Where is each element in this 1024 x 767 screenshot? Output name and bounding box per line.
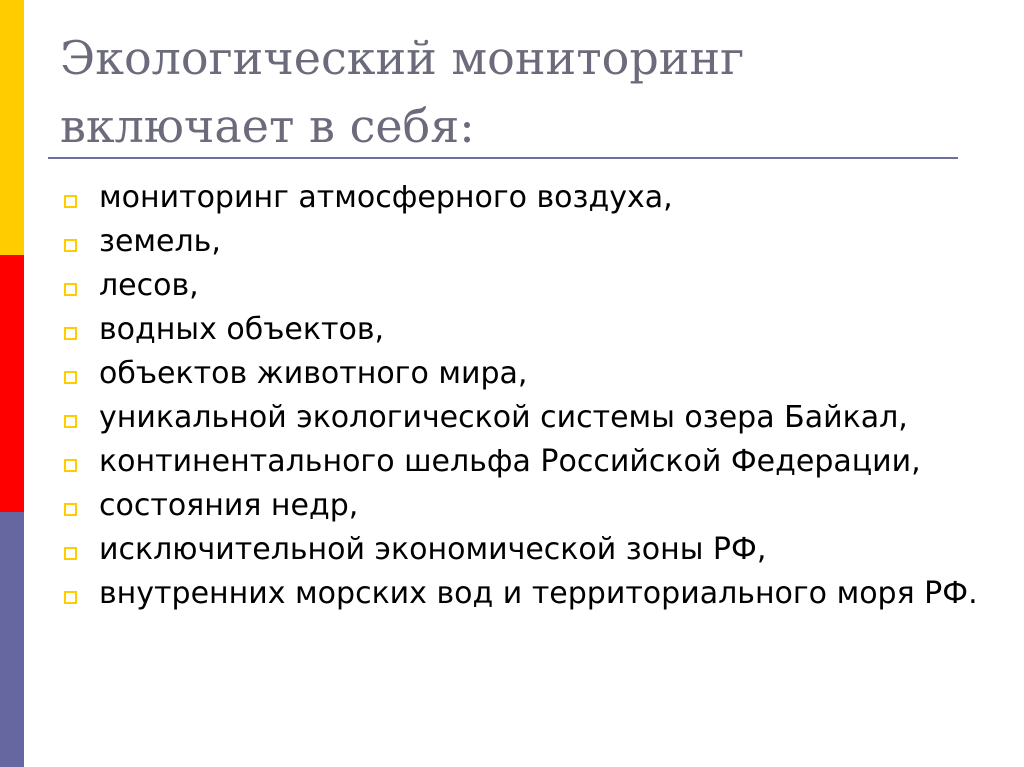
square-bullet-icon (64, 239, 77, 252)
bullet-text: водных объектов, (99, 312, 385, 347)
square-bullet-icon (64, 371, 77, 384)
title-divider (48, 157, 958, 159)
slide-title: Экологический мониторинг включает в себя: (60, 31, 745, 153)
bullet-item (60, 444, 990, 480)
square-bullet-icon (64, 503, 77, 516)
bullet-item (60, 576, 990, 612)
square-bullet-icon (64, 591, 77, 604)
square-bullet-icon (64, 283, 77, 296)
square-bullet-icon (64, 195, 77, 208)
bullet-item (60, 268, 990, 304)
bullet-text: лесов, (99, 268, 199, 303)
bullet-text: континентального шельфа Российской Федерации, (99, 444, 921, 479)
side-accent-red (0, 255, 24, 512)
square-bullet-icon (64, 547, 77, 560)
bullet-item (60, 488, 990, 524)
bullet-item (60, 532, 990, 568)
bullet-text: внутренних морских вод и территориального моря РФ. (99, 576, 978, 611)
bullet-text: состояния недр, (99, 488, 359, 523)
bullet-text: исключительной экономической зоны РФ, (99, 532, 767, 567)
bullet-item (60, 400, 990, 436)
side-accent-slate (0, 512, 24, 767)
bullet-item (60, 312, 990, 348)
bullet-list (60, 180, 990, 620)
bullet-text: уникальной экологической системы озера Байкал, (99, 400, 908, 435)
side-accent-bar (0, 0, 24, 767)
bullet-item (60, 180, 990, 216)
bullet-text: объектов животного мира, (99, 356, 528, 391)
bullet-text: земель, (99, 224, 221, 259)
square-bullet-icon (64, 415, 77, 428)
square-bullet-icon (64, 327, 77, 340)
bullet-text: мониторинг атмосферного воздуха, (99, 180, 673, 215)
side-accent-yellow (0, 0, 24, 255)
bullet-item (60, 356, 990, 392)
square-bullet-icon (64, 459, 77, 472)
bullet-item (60, 224, 990, 260)
